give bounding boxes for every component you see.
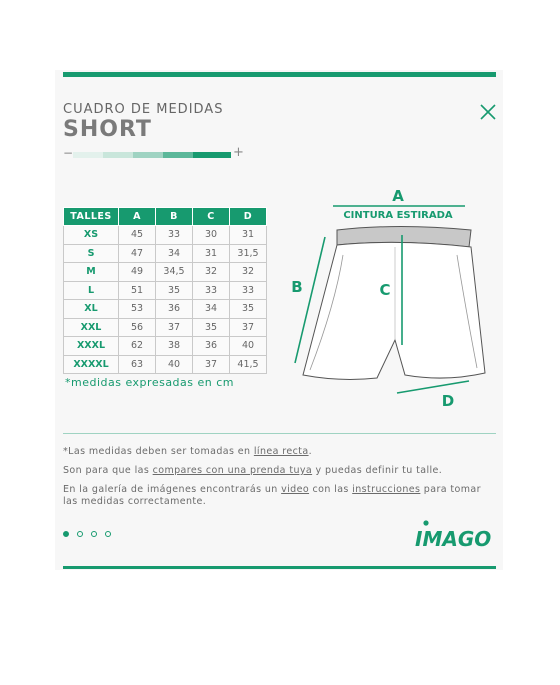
size-label-cell: XL	[64, 300, 119, 319]
measure-cell: 35	[230, 300, 267, 319]
measure-cell: 51	[119, 281, 156, 300]
label-c: C	[379, 281, 391, 299]
table-header-a: A	[119, 208, 156, 226]
page-subtitle: CUADRO DE MEDIDAS	[63, 102, 224, 117]
scale-segment	[133, 152, 163, 158]
logo-dot	[423, 520, 428, 525]
info-text: con las	[309, 484, 353, 495]
measure-cell: 32	[230, 263, 267, 282]
scale-segment	[103, 152, 133, 158]
scale-plus-icon: +	[233, 145, 244, 160]
pagination-dots	[63, 531, 111, 537]
logo-text: IMAGO	[415, 527, 492, 549]
measure-cell: 37	[193, 355, 230, 374]
info-text: para tomar las medidas correctamente.	[63, 484, 481, 507]
measure-cell: 31,5	[230, 244, 267, 263]
table-header-row	[64, 208, 267, 226]
pagination-dot[interactable]	[77, 531, 83, 537]
measure-cell: 33	[193, 281, 230, 300]
measure-cell: 33	[230, 281, 267, 300]
label-b: B	[291, 278, 303, 296]
size-label-cell: L	[64, 281, 119, 300]
scale-minus-icon: −	[63, 146, 74, 160]
units-note: *medidas expresadas en cm	[65, 376, 235, 389]
table-header-talles: TALLES	[64, 208, 119, 226]
table-row	[64, 300, 267, 319]
table-row	[64, 337, 267, 356]
bottom-accent-bar	[63, 566, 496, 569]
measure-cell: 31	[230, 226, 267, 245]
info-text: Son para que las	[63, 465, 153, 476]
measure-cell: 41,5	[230, 355, 267, 374]
measure-cell: 49	[119, 263, 156, 282]
video-link[interactable]: video	[281, 484, 310, 495]
table-row	[64, 318, 267, 337]
table-row	[64, 355, 267, 374]
size-scale	[63, 145, 253, 162]
measure-cell: 35	[193, 318, 230, 337]
info-text: *Las medidas deben ser tomadas en	[63, 446, 254, 457]
size-table	[63, 207, 267, 374]
top-accent-bar	[63, 72, 496, 77]
pagination-dot[interactable]	[91, 531, 97, 537]
pagination-dot[interactable]	[63, 531, 69, 537]
table-header-c: C	[193, 208, 230, 226]
info-line-2	[63, 465, 442, 477]
short-diagram	[285, 185, 495, 415]
scale-segment	[163, 152, 193, 158]
label-d: D	[441, 392, 455, 410]
info-text: y puedas definir tu talle.	[312, 465, 443, 476]
info-emphasis: línea recta	[253, 446, 309, 457]
table-row	[64, 263, 267, 282]
measure-cell: 37	[230, 318, 267, 337]
measure-cell: 31	[193, 244, 230, 263]
size-label-cell: XXL	[64, 318, 119, 337]
info-line-1	[63, 446, 312, 458]
measure-cell: 40	[230, 337, 267, 356]
info-text: En la galería de imágenes encontrarás un	[63, 484, 282, 495]
size-label-cell: XXXXL	[64, 355, 119, 374]
scale-segment	[193, 152, 231, 158]
measure-cell: 37	[156, 318, 193, 337]
label-a: A	[392, 187, 404, 205]
measure-line-d	[397, 381, 469, 393]
scale-segment	[73, 152, 103, 158]
size-label-cell: M	[64, 263, 119, 282]
table-header-b: B	[156, 208, 193, 226]
measure-cell: 45	[119, 226, 156, 245]
measure-cell: 63	[119, 355, 156, 374]
measure-cell: 47	[119, 244, 156, 263]
measure-cell: 36	[156, 300, 193, 319]
info-text: .	[308, 446, 312, 457]
measure-cell: 35	[156, 281, 193, 300]
measure-cell: 32	[193, 263, 230, 282]
measure-cell: 34	[193, 300, 230, 319]
measure-cell: 40	[156, 355, 193, 374]
measure-cell: 62	[119, 337, 156, 356]
label-waist: CINTURA ESTIRADA	[343, 210, 453, 221]
info-emphasis: compares con una prenda tuya	[152, 465, 313, 476]
measure-cell: 30	[193, 226, 230, 245]
info-line-3	[63, 484, 483, 508]
measure-cell: 53	[119, 300, 156, 319]
section-divider	[63, 433, 496, 434]
measure-cell: 38	[156, 337, 193, 356]
table-row	[64, 226, 267, 245]
measure-cell: 34	[156, 244, 193, 263]
table-header-d: D	[230, 208, 267, 226]
imago-logo	[414, 519, 496, 549]
table-row	[64, 281, 267, 300]
instructions-link[interactable]: instrucciones	[352, 484, 421, 495]
measure-cell: 36	[193, 337, 230, 356]
measure-cell: 56	[119, 318, 156, 337]
pagination-dot[interactable]	[105, 531, 111, 537]
close-icon[interactable]	[478, 102, 498, 122]
size-label-cell: S	[64, 244, 119, 263]
table-row	[64, 244, 267, 263]
size-label-cell: XS	[64, 226, 119, 245]
measure-cell: 33	[156, 226, 193, 245]
page-title: SHORT	[63, 117, 152, 142]
measure-cell: 34,5	[156, 263, 193, 282]
size-label-cell: XXXL	[64, 337, 119, 356]
